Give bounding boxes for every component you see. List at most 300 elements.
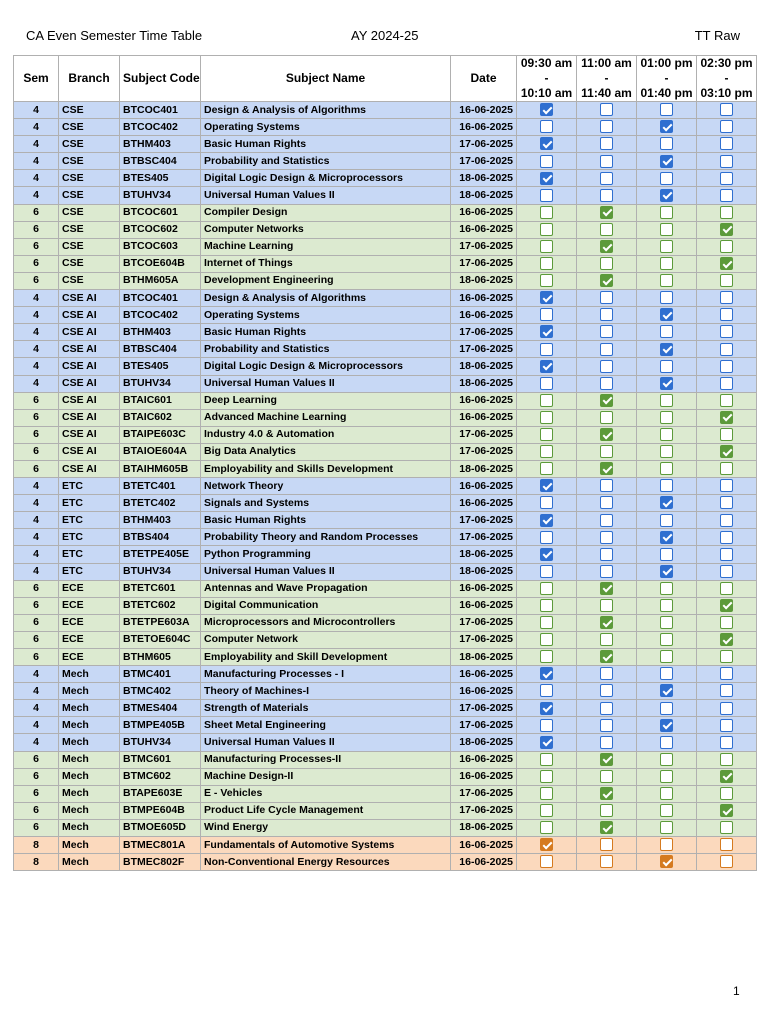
- unchecked-checkbox-icon[interactable]: [540, 616, 553, 629]
- unchecked-checkbox-icon[interactable]: [540, 531, 553, 544]
- subject-name-cell: Manufacturing Processes - I: [201, 666, 451, 683]
- sem-cell: 6: [14, 409, 59, 426]
- slot-cell: [637, 819, 697, 836]
- unchecked-checkbox-icon[interactable]: [540, 257, 553, 270]
- slot-cell: [697, 700, 757, 717]
- unchecked-checkbox-icon[interactable]: [540, 206, 553, 219]
- unchecked-checkbox-icon[interactable]: [720, 531, 733, 544]
- branch-cell: CSE AI: [59, 443, 120, 460]
- unchecked-checkbox-icon[interactable]: [540, 189, 553, 202]
- checked-checkbox-icon[interactable]: [660, 531, 673, 544]
- slot-cell: [517, 512, 577, 529]
- subject-code-cell: BTMC602: [120, 768, 201, 785]
- unchecked-checkbox-icon[interactable]: [600, 411, 613, 424]
- date-cell: 16-06-2025: [451, 204, 517, 221]
- unchecked-checkbox-icon[interactable]: [720, 343, 733, 356]
- unchecked-checkbox-icon[interactable]: [720, 496, 733, 509]
- unchecked-checkbox-icon[interactable]: [660, 667, 673, 680]
- checked-checkbox-icon[interactable]: [540, 172, 553, 185]
- unchecked-checkbox-icon[interactable]: [600, 377, 613, 390]
- timetable: [13, 55, 757, 871]
- checked-checkbox-icon[interactable]: [540, 514, 553, 527]
- checked-checkbox-icon[interactable]: [540, 667, 553, 680]
- slot-cell: [517, 187, 577, 204]
- table-row: [14, 426, 757, 443]
- checked-checkbox-icon[interactable]: [600, 240, 613, 253]
- unchecked-checkbox-icon[interactable]: [540, 155, 553, 168]
- slot-cell: [697, 443, 757, 460]
- checked-checkbox-icon[interactable]: [540, 291, 553, 304]
- unchecked-checkbox-icon[interactable]: [600, 667, 613, 680]
- unchecked-checkbox-icon[interactable]: [540, 462, 553, 475]
- unchecked-checkbox-icon[interactable]: [600, 633, 613, 646]
- slot-cell: [697, 734, 757, 751]
- slot-cell: [577, 119, 637, 136]
- unchecked-checkbox-icon[interactable]: [720, 650, 733, 663]
- subject-name-cell: Digital Logic Design & Microprocessors: [201, 358, 451, 375]
- unchecked-checkbox-icon[interactable]: [540, 770, 553, 783]
- page-number: 1: [733, 984, 740, 998]
- sem-cell: 6: [14, 221, 59, 238]
- subject-code-cell: BTUHV34: [120, 734, 201, 751]
- unchecked-checkbox-icon[interactable]: [720, 274, 733, 287]
- sem-cell: 4: [14, 495, 59, 512]
- checked-checkbox-icon[interactable]: [660, 155, 673, 168]
- sem-cell: 6: [14, 631, 59, 648]
- checked-checkbox-icon[interactable]: [660, 565, 673, 578]
- subject-name-cell: Signals and Systems: [201, 495, 451, 512]
- checked-checkbox-icon[interactable]: [720, 804, 733, 817]
- slot-cell: [697, 307, 757, 324]
- checked-checkbox-icon[interactable]: [600, 650, 613, 663]
- unchecked-checkbox-icon[interactable]: [660, 394, 673, 407]
- unchecked-checkbox-icon[interactable]: [660, 548, 673, 561]
- unchecked-checkbox-icon[interactable]: [660, 804, 673, 817]
- academic-year: AY 2024-25: [351, 28, 419, 43]
- unchecked-checkbox-icon[interactable]: [600, 343, 613, 356]
- unchecked-checkbox-icon[interactable]: [660, 633, 673, 646]
- sem-cell: 6: [14, 649, 59, 666]
- branch-cell: CSE AI: [59, 460, 120, 477]
- checked-checkbox-icon[interactable]: [660, 189, 673, 202]
- branch-cell: Mech: [59, 666, 120, 683]
- table-row: [14, 187, 757, 204]
- unchecked-checkbox-icon[interactable]: [540, 120, 553, 133]
- slot-cell: [577, 375, 637, 392]
- subject-name-cell: Basic Human Rights: [201, 324, 451, 341]
- subject-name-cell: Digital Communication: [201, 597, 451, 614]
- subject-code-cell: BTETC602: [120, 597, 201, 614]
- slot-cell: [577, 460, 637, 477]
- unchecked-checkbox-icon[interactable]: [540, 787, 553, 800]
- slot-cell: [637, 785, 697, 802]
- unchecked-checkbox-icon[interactable]: [540, 633, 553, 646]
- date-cell: 18-06-2025: [451, 546, 517, 563]
- unchecked-checkbox-icon[interactable]: [540, 394, 553, 407]
- date-cell: 17-06-2025: [451, 426, 517, 443]
- unchecked-checkbox-icon[interactable]: [720, 377, 733, 390]
- unchecked-checkbox-icon[interactable]: [720, 719, 733, 732]
- date-cell: 17-06-2025: [451, 700, 517, 717]
- unchecked-checkbox-icon[interactable]: [600, 120, 613, 133]
- unchecked-checkbox-icon[interactable]: [660, 172, 673, 185]
- unchecked-checkbox-icon[interactable]: [720, 479, 733, 492]
- slot-cell: [517, 495, 577, 512]
- branch-cell: ETC: [59, 478, 120, 495]
- unchecked-checkbox-icon[interactable]: [720, 172, 733, 185]
- checked-checkbox-icon[interactable]: [600, 821, 613, 834]
- subject-name-cell: Deep Learning: [201, 392, 451, 409]
- subject-code-cell: BTETOE604C: [120, 631, 201, 648]
- unchecked-checkbox-icon[interactable]: [600, 445, 613, 458]
- unchecked-checkbox-icon[interactable]: [660, 103, 673, 116]
- unchecked-checkbox-icon[interactable]: [660, 753, 673, 766]
- subject-name-cell: Product Life Cycle Management: [201, 802, 451, 819]
- unchecked-checkbox-icon[interactable]: [660, 445, 673, 458]
- unchecked-checkbox-icon[interactable]: [720, 548, 733, 561]
- unchecked-checkbox-icon[interactable]: [720, 189, 733, 202]
- unchecked-checkbox-icon[interactable]: [540, 343, 553, 356]
- table-row: [14, 666, 757, 683]
- slot-cell: [697, 546, 757, 563]
- unchecked-checkbox-icon[interactable]: [540, 496, 553, 509]
- unchecked-checkbox-icon[interactable]: [660, 650, 673, 663]
- unchecked-checkbox-icon[interactable]: [540, 411, 553, 424]
- slot-cell: [517, 597, 577, 614]
- checked-checkbox-icon[interactable]: [720, 770, 733, 783]
- unchecked-checkbox-icon[interactable]: [720, 702, 733, 715]
- table-row: [14, 802, 757, 819]
- unchecked-checkbox-icon[interactable]: [660, 223, 673, 236]
- checked-checkbox-icon[interactable]: [600, 206, 613, 219]
- slot-cell: [697, 768, 757, 785]
- checked-checkbox-icon[interactable]: [540, 479, 553, 492]
- unchecked-checkbox-icon[interactable]: [660, 291, 673, 304]
- unchecked-checkbox-icon[interactable]: [540, 565, 553, 578]
- subject-code-cell: BTMES404: [120, 700, 201, 717]
- unchecked-checkbox-icon[interactable]: [600, 599, 613, 612]
- unchecked-checkbox-icon[interactable]: [660, 462, 673, 475]
- document-title: CA Even Semester Time Table: [26, 28, 203, 43]
- unchecked-checkbox-icon[interactable]: [540, 719, 553, 732]
- unchecked-checkbox-icon[interactable]: [540, 599, 553, 612]
- unchecked-checkbox-icon[interactable]: [600, 257, 613, 270]
- slot-cell: [697, 358, 757, 375]
- unchecked-checkbox-icon[interactable]: [660, 274, 673, 287]
- subject-name-cell: Wind Energy: [201, 819, 451, 836]
- slot-cell: [637, 170, 697, 187]
- slot-cell: [517, 819, 577, 836]
- unchecked-checkbox-icon[interactable]: [600, 514, 613, 527]
- unchecked-checkbox-icon[interactable]: [720, 308, 733, 321]
- unchecked-checkbox-icon[interactable]: [600, 838, 613, 851]
- sem-cell: 4: [14, 341, 59, 358]
- unchecked-checkbox-icon[interactable]: [600, 496, 613, 509]
- sem-cell: 6: [14, 204, 59, 221]
- subject-name-cell: Internet of Things: [201, 255, 451, 272]
- unchecked-checkbox-icon[interactable]: [600, 684, 613, 697]
- checked-checkbox-icon[interactable]: [660, 719, 673, 732]
- unchecked-checkbox-icon[interactable]: [720, 120, 733, 133]
- unchecked-checkbox-icon[interactable]: [660, 702, 673, 715]
- unchecked-checkbox-icon[interactable]: [600, 155, 613, 168]
- sem-cell: 4: [14, 512, 59, 529]
- slot-cell: [637, 478, 697, 495]
- branch-cell: Mech: [59, 768, 120, 785]
- sem-cell: 6: [14, 597, 59, 614]
- slot-cell: [637, 768, 697, 785]
- unchecked-checkbox-icon[interactable]: [720, 753, 733, 766]
- table-row: [14, 392, 757, 409]
- table-row: [14, 358, 757, 375]
- unchecked-checkbox-icon[interactable]: [720, 582, 733, 595]
- col-header-slot-1: 09:30 am - 10:10 am: [517, 56, 577, 102]
- unchecked-checkbox-icon[interactable]: [600, 719, 613, 732]
- unchecked-checkbox-icon[interactable]: [600, 137, 613, 150]
- unchecked-checkbox-icon[interactable]: [660, 411, 673, 424]
- branch-cell: ECE: [59, 649, 120, 666]
- unchecked-checkbox-icon[interactable]: [600, 172, 613, 185]
- date-cell: 16-06-2025: [451, 102, 517, 119]
- checked-checkbox-icon[interactable]: [540, 838, 553, 851]
- unchecked-checkbox-icon[interactable]: [720, 787, 733, 800]
- checked-checkbox-icon[interactable]: [720, 445, 733, 458]
- subject-name-cell: Design & Analysis of Algorithms: [201, 290, 451, 307]
- slot-cell: [517, 255, 577, 272]
- unchecked-checkbox-icon[interactable]: [660, 514, 673, 527]
- branch-cell: Mech: [59, 751, 120, 768]
- col-header-slot-4: 02:30 pm - 03:10 pm: [697, 56, 757, 102]
- slot-cell: [577, 358, 637, 375]
- slot-cell: [517, 375, 577, 392]
- unchecked-checkbox-icon[interactable]: [720, 462, 733, 475]
- unchecked-checkbox-icon[interactable]: [660, 616, 673, 629]
- date-cell: 18-06-2025: [451, 187, 517, 204]
- checked-checkbox-icon[interactable]: [540, 736, 553, 749]
- table-row: [14, 512, 757, 529]
- unchecked-checkbox-icon[interactable]: [600, 291, 613, 304]
- unchecked-checkbox-icon[interactable]: [720, 291, 733, 304]
- unchecked-checkbox-icon[interactable]: [720, 428, 733, 441]
- unchecked-checkbox-icon[interactable]: [540, 855, 553, 868]
- unchecked-checkbox-icon[interactable]: [600, 565, 613, 578]
- branch-cell: Mech: [59, 819, 120, 836]
- slot-cell: [697, 717, 757, 734]
- unchecked-checkbox-icon[interactable]: [540, 821, 553, 834]
- unchecked-checkbox-icon[interactable]: [660, 479, 673, 492]
- unchecked-checkbox-icon[interactable]: [600, 702, 613, 715]
- subject-name-cell: Fundamentals of Automotive Systems: [201, 837, 451, 854]
- subject-code-cell: BTUHV34: [120, 375, 201, 392]
- unchecked-checkbox-icon[interactable]: [720, 855, 733, 868]
- unchecked-checkbox-icon[interactable]: [540, 428, 553, 441]
- unchecked-checkbox-icon[interactable]: [600, 103, 613, 116]
- checked-checkbox-icon[interactable]: [720, 257, 733, 270]
- checked-checkbox-icon[interactable]: [660, 343, 673, 356]
- unchecked-checkbox-icon[interactable]: [660, 257, 673, 270]
- unchecked-checkbox-icon[interactable]: [600, 736, 613, 749]
- checked-checkbox-icon[interactable]: [720, 633, 733, 646]
- unchecked-checkbox-icon[interactable]: [540, 308, 553, 321]
- unchecked-checkbox-icon[interactable]: [720, 240, 733, 253]
- slot-cell: [697, 119, 757, 136]
- checked-checkbox-icon[interactable]: [600, 274, 613, 287]
- unchecked-checkbox-icon[interactable]: [660, 770, 673, 783]
- unchecked-checkbox-icon[interactable]: [660, 137, 673, 150]
- slot-cell: [637, 495, 697, 512]
- table-row: [14, 375, 757, 392]
- unchecked-checkbox-icon[interactable]: [720, 360, 733, 373]
- unchecked-checkbox-icon[interactable]: [660, 838, 673, 851]
- unchecked-checkbox-icon[interactable]: [660, 360, 673, 373]
- unchecked-checkbox-icon[interactable]: [540, 753, 553, 766]
- unchecked-checkbox-icon[interactable]: [720, 667, 733, 680]
- unchecked-checkbox-icon[interactable]: [660, 736, 673, 749]
- checked-checkbox-icon[interactable]: [540, 103, 553, 116]
- checked-checkbox-icon[interactable]: [600, 582, 613, 595]
- checked-checkbox-icon[interactable]: [720, 223, 733, 236]
- sem-cell: 6: [14, 802, 59, 819]
- branch-cell: ETC: [59, 546, 120, 563]
- unchecked-checkbox-icon[interactable]: [720, 206, 733, 219]
- slot-cell: [577, 819, 637, 836]
- unchecked-checkbox-icon[interactable]: [660, 428, 673, 441]
- unchecked-checkbox-icon[interactable]: [660, 582, 673, 595]
- subject-code-cell: BTAIPE603C: [120, 426, 201, 443]
- date-cell: 16-06-2025: [451, 768, 517, 785]
- sem-cell: 4: [14, 666, 59, 683]
- slot-cell: [637, 614, 697, 631]
- subject-name-cell: Employability and Skill Development: [201, 649, 451, 666]
- checked-checkbox-icon[interactable]: [660, 855, 673, 868]
- unchecked-checkbox-icon[interactable]: [660, 240, 673, 253]
- checked-checkbox-icon[interactable]: [600, 787, 613, 800]
- table-row: [14, 102, 757, 119]
- slot-cell: [577, 751, 637, 768]
- unchecked-checkbox-icon[interactable]: [540, 223, 553, 236]
- subject-name-cell: Operating Systems: [201, 307, 451, 324]
- unchecked-checkbox-icon[interactable]: [660, 821, 673, 834]
- unchecked-checkbox-icon[interactable]: [600, 804, 613, 817]
- unchecked-checkbox-icon[interactable]: [720, 616, 733, 629]
- subject-code-cell: BTCOE604B: [120, 255, 201, 272]
- table-row: [14, 751, 757, 768]
- slot-cell: [577, 597, 637, 614]
- slot-cell: [697, 324, 757, 341]
- subject-code-cell: BTHM403: [120, 512, 201, 529]
- checked-checkbox-icon[interactable]: [600, 462, 613, 475]
- unchecked-checkbox-icon[interactable]: [600, 479, 613, 492]
- unchecked-checkbox-icon[interactable]: [600, 855, 613, 868]
- unchecked-checkbox-icon[interactable]: [720, 821, 733, 834]
- slot-cell: [517, 683, 577, 700]
- date-cell: 16-06-2025: [451, 478, 517, 495]
- subject-code-cell: BTMPE604B: [120, 802, 201, 819]
- checked-checkbox-icon[interactable]: [660, 120, 673, 133]
- unchecked-checkbox-icon[interactable]: [600, 360, 613, 373]
- unchecked-checkbox-icon[interactable]: [600, 770, 613, 783]
- subject-code-cell: BTMEC801A: [120, 837, 201, 854]
- subject-name-cell: Python Programming: [201, 546, 451, 563]
- checked-checkbox-icon[interactable]: [660, 496, 673, 509]
- unchecked-checkbox-icon[interactable]: [540, 377, 553, 390]
- unchecked-checkbox-icon[interactable]: [720, 155, 733, 168]
- unchecked-checkbox-icon[interactable]: [540, 274, 553, 287]
- unchecked-checkbox-icon[interactable]: [540, 582, 553, 595]
- slot-cell: [637, 272, 697, 289]
- unchecked-checkbox-icon[interactable]: [720, 394, 733, 407]
- sem-cell: 6: [14, 426, 59, 443]
- slot-cell: [697, 153, 757, 170]
- checked-checkbox-icon[interactable]: [600, 428, 613, 441]
- unchecked-checkbox-icon[interactable]: [720, 325, 733, 338]
- slot-cell: [697, 136, 757, 153]
- unchecked-checkbox-icon[interactable]: [660, 599, 673, 612]
- checked-checkbox-icon[interactable]: [660, 308, 673, 321]
- unchecked-checkbox-icon[interactable]: [540, 445, 553, 458]
- checked-checkbox-icon[interactable]: [540, 702, 553, 715]
- subject-code-cell: BTMC401: [120, 666, 201, 683]
- unchecked-checkbox-icon[interactable]: [540, 240, 553, 253]
- checked-checkbox-icon[interactable]: [540, 137, 553, 150]
- unchecked-checkbox-icon[interactable]: [600, 531, 613, 544]
- unchecked-checkbox-icon[interactable]: [720, 684, 733, 697]
- unchecked-checkbox-icon[interactable]: [660, 206, 673, 219]
- subject-code-cell: BTHM605A: [120, 272, 201, 289]
- unchecked-checkbox-icon[interactable]: [540, 804, 553, 817]
- table-row: [14, 529, 757, 546]
- unchecked-checkbox-icon[interactable]: [720, 736, 733, 749]
- checked-checkbox-icon[interactable]: [600, 616, 613, 629]
- checked-checkbox-icon[interactable]: [600, 753, 613, 766]
- checked-checkbox-icon[interactable]: [600, 394, 613, 407]
- slot-cell: [697, 819, 757, 836]
- col-header-branch: Branch: [59, 56, 120, 102]
- checked-checkbox-icon[interactable]: [720, 411, 733, 424]
- table-row: [14, 204, 757, 221]
- checked-checkbox-icon[interactable]: [720, 599, 733, 612]
- unchecked-checkbox-icon[interactable]: [720, 137, 733, 150]
- subject-name-cell: Universal Human Values II: [201, 375, 451, 392]
- unchecked-checkbox-icon[interactable]: [600, 325, 613, 338]
- subject-name-cell: Probability and Statistics: [201, 341, 451, 358]
- slot-cell: [577, 221, 637, 238]
- unchecked-checkbox-icon[interactable]: [600, 223, 613, 236]
- unchecked-checkbox-icon[interactable]: [660, 787, 673, 800]
- slot-cell: [637, 546, 697, 563]
- unchecked-checkbox-icon[interactable]: [600, 189, 613, 202]
- checked-checkbox-icon[interactable]: [540, 325, 553, 338]
- slot-cell: [517, 170, 577, 187]
- unchecked-checkbox-icon[interactable]: [720, 838, 733, 851]
- unchecked-checkbox-icon[interactable]: [720, 514, 733, 527]
- unchecked-checkbox-icon[interactable]: [600, 308, 613, 321]
- slot-cell: [577, 187, 637, 204]
- checked-checkbox-icon[interactable]: [540, 548, 553, 561]
- checked-checkbox-icon[interactable]: [660, 684, 673, 697]
- table-row: [14, 272, 757, 289]
- unchecked-checkbox-icon[interactable]: [540, 650, 553, 663]
- checked-checkbox-icon[interactable]: [540, 360, 553, 373]
- unchecked-checkbox-icon[interactable]: [660, 325, 673, 338]
- unchecked-checkbox-icon[interactable]: [540, 684, 553, 697]
- slot-cell: [517, 546, 577, 563]
- unchecked-checkbox-icon[interactable]: [720, 103, 733, 116]
- unchecked-checkbox-icon[interactable]: [720, 565, 733, 578]
- checked-checkbox-icon[interactable]: [660, 377, 673, 390]
- date-cell: 16-06-2025: [451, 751, 517, 768]
- unchecked-checkbox-icon[interactable]: [600, 548, 613, 561]
